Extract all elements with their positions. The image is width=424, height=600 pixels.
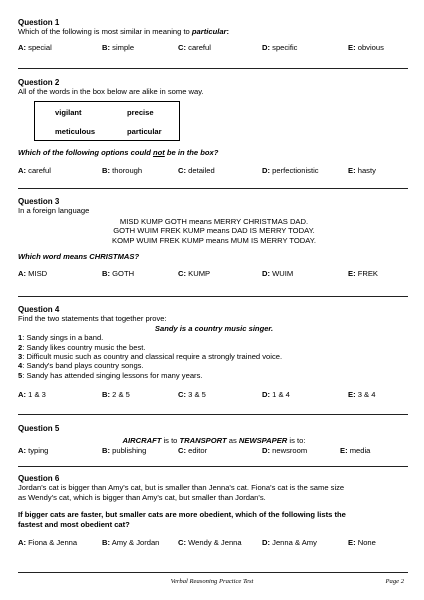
option-a[interactable]: [18, 43, 52, 52]
option-text: thorough: [112, 166, 143, 176]
target-word: particular: [191, 27, 227, 37]
option-letter: E:: [348, 269, 356, 279]
option-a[interactable]: [18, 166, 51, 175]
item-text: : Sandy likes country music the best.: [22, 342, 146, 352]
question-2-prompt: [18, 148, 410, 176]
option-e[interactable]: [348, 43, 384, 52]
question-title: Question 1: [18, 18, 60, 27]
analogy-connector: is to:: [287, 436, 306, 446]
analogy: [18, 436, 410, 445]
divider: [18, 414, 408, 415]
footer-divider: [18, 572, 408, 573]
option-letter: B:: [102, 445, 111, 455]
box-word: precise: [127, 108, 154, 117]
option-b[interactable]: [102, 446, 146, 455]
divider: [18, 296, 408, 297]
question-6: [18, 474, 410, 548]
answer-options: [18, 538, 410, 548]
option-a[interactable]: [18, 269, 47, 278]
code-line: MISD KUMP GOTH means MERRY CHRISTMAS DAD.: [119, 216, 309, 226]
option-letter: C:: [178, 390, 187, 400]
option-d[interactable]: [262, 269, 293, 278]
option-d[interactable]: [262, 446, 307, 455]
item-text: : Sandy's band plays country songs.: [22, 361, 144, 371]
statement-list: [18, 333, 410, 380]
option-text: 2 & 5: [112, 390, 130, 400]
option-letter: E:: [348, 166, 356, 176]
option-c[interactable]: [178, 538, 242, 547]
question-text: as Wendy's cat, which is bigger than Amy's cat, but smaller than Jordan's.: [18, 492, 266, 502]
option-d[interactable]: [262, 166, 319, 175]
question-text: [18, 27, 410, 36]
item-text: : Sandy sings in a band.: [22, 333, 104, 343]
item-number: 1: [18, 333, 23, 343]
option-letter: D:: [262, 42, 271, 52]
option-text: publishing: [112, 445, 147, 455]
option-letter: D:: [262, 166, 271, 176]
item-number: 3: [18, 352, 23, 362]
option-letter: E:: [348, 42, 356, 52]
option-letter: C:: [178, 269, 187, 279]
divider: [18, 68, 408, 69]
option-b[interactable]: [102, 43, 134, 52]
option-b[interactable]: [102, 269, 134, 278]
option-text: media: [349, 445, 371, 455]
analogy-word: NEWSPAPER: [238, 436, 288, 446]
question-1: [18, 18, 410, 53]
option-a[interactable]: [18, 446, 48, 455]
question-3: [18, 197, 410, 279]
prompt-line: fastest and most obedient cat?: [18, 519, 130, 529]
prompt-part: be in the box?: [164, 148, 219, 157]
option-letter: A:: [18, 42, 27, 52]
question-prompt: [18, 510, 410, 529]
list-item: [18, 371, 410, 380]
statement: Sandy is a country music singer.: [154, 323, 274, 333]
option-text: 1 & 3: [28, 390, 46, 400]
question-prompt: Which word means CHRISTMAS?: [18, 252, 140, 262]
option-e[interactable]: [340, 446, 370, 455]
footer-title: Verbal Reasoning Practice Test: [170, 578, 254, 585]
word-box: [34, 101, 180, 141]
option-text: 3 & 5: [188, 390, 206, 400]
option-text: obvious: [357, 42, 384, 52]
option-text: MISD: [28, 269, 48, 279]
option-letter: A:: [18, 166, 27, 176]
analogy-connector: is to: [161, 436, 180, 446]
option-text: None: [357, 538, 376, 548]
option-text: FREK: [357, 269, 378, 279]
question-prompt: [18, 148, 410, 157]
prompt-part: Which of the following options could: [18, 148, 153, 157]
option-a[interactable]: [18, 390, 46, 399]
option-text: typing: [28, 445, 49, 455]
option-letter: C:: [178, 166, 187, 176]
option-e[interactable]: [348, 538, 376, 547]
prompt-emphasis: not: [152, 148, 165, 157]
code-line: GOTH WUIM FREK KUMP means DAD IS MERRY TODAY.: [113, 226, 315, 236]
list-item: [18, 333, 410, 342]
prompt-line: If bigger cats are faster, but smaller cats are more obedient, which of the following lists the: [18, 510, 346, 520]
option-text: Amy & Jordan: [111, 538, 160, 548]
list-item: [18, 361, 410, 370]
option-letter: B:: [102, 166, 111, 176]
option-letter: B:: [102, 269, 111, 279]
question-text: Jordan's cat is bigger than Amy's cat, but is smaller than Jenna's cat. Fiona's cat is the same size: [18, 483, 345, 493]
code-lines: [18, 217, 410, 245]
option-text: Fiona & Jenna: [28, 538, 78, 548]
option-c[interactable]: [178, 43, 211, 52]
option-a[interactable]: [18, 538, 77, 547]
question-2: [18, 78, 410, 97]
option-text: 1 & 4: [272, 390, 290, 400]
option-letter: B:: [102, 538, 111, 548]
item-number: 5: [18, 370, 23, 380]
option-letter: D:: [262, 269, 271, 279]
option-d[interactable]: [262, 43, 297, 52]
option-letter: B:: [102, 42, 111, 52]
answer-options: [18, 166, 410, 176]
option-text: Jenna & Amy: [272, 538, 317, 548]
list-item: [18, 352, 410, 361]
code-line: KOMP WUIM FREK KUMP means MUM IS MERRY TODAY.: [112, 235, 316, 245]
option-e[interactable]: [348, 166, 376, 175]
question-title: Question 2: [18, 78, 60, 87]
option-c[interactable]: [178, 390, 206, 399]
option-text: specific: [272, 42, 298, 52]
option-letter: A:: [18, 445, 27, 455]
option-letter: A:: [18, 538, 27, 548]
box-word: meticulous: [55, 127, 96, 136]
option-b[interactable]: [102, 390, 130, 399]
option-letter: C:: [178, 538, 187, 548]
question-4: [18, 305, 410, 400]
option-text: editor: [188, 445, 208, 455]
option-e[interactable]: [348, 390, 375, 399]
option-letter: A:: [18, 269, 27, 279]
option-text: WUIM: [272, 269, 294, 279]
option-c[interactable]: [178, 269, 210, 278]
option-text: GOTH: [112, 269, 135, 279]
question-text: Find the two statements that together prove:: [18, 314, 167, 324]
option-d[interactable]: [262, 538, 317, 547]
option-text: perfectionistic: [272, 166, 319, 176]
question-text-part: Which of the following is most similar in meaning to: [18, 27, 192, 37]
option-text: detailed: [188, 166, 215, 176]
item-text: : Sandy has attended singing lessons for many years.: [22, 370, 203, 380]
option-text: Wendy & Jenna: [188, 538, 242, 548]
question-text-part: :: [226, 27, 230, 37]
question-title: Question 5: [18, 424, 60, 433]
option-text: newsroom: [272, 445, 308, 455]
question-title: Question 4: [18, 305, 60, 314]
answer-options: [18, 43, 410, 53]
list-item: [18, 343, 410, 352]
option-b[interactable]: [102, 538, 159, 547]
option-letter: E:: [348, 538, 356, 548]
option-text: 3 & 4: [357, 390, 376, 400]
item-text: : Difficult music such as country and classical require a strongly trained voice.: [22, 352, 283, 362]
option-letter: E:: [348, 390, 356, 400]
item-number: 4: [18, 361, 23, 371]
answer-options: [18, 269, 410, 279]
option-text: KUMP: [188, 269, 211, 279]
option-letter: C:: [178, 42, 187, 52]
option-letter: C:: [178, 445, 187, 455]
option-letter: A:: [18, 390, 27, 400]
option-text: special: [28, 42, 52, 52]
box-word: particular: [127, 127, 162, 136]
box-word: vigilant: [55, 108, 82, 117]
option-c[interactable]: [178, 446, 207, 455]
answer-options: [18, 446, 410, 456]
option-b[interactable]: [102, 166, 142, 175]
analogy-word: AIRCRAFT: [122, 436, 162, 446]
option-letter: B:: [102, 390, 111, 400]
analogy-connector: as: [226, 436, 239, 446]
option-d[interactable]: [262, 390, 290, 399]
question-title: Question 3: [18, 197, 60, 206]
answer-options: [18, 390, 410, 400]
page-number: Page 2: [385, 578, 404, 585]
option-text: careful: [188, 42, 211, 52]
question-5: [18, 424, 410, 456]
question-text: All of the words in the box below are alike in some way.: [18, 87, 204, 97]
option-letter: D:: [262, 445, 271, 455]
item-number: 2: [18, 342, 23, 352]
option-text: simple: [112, 42, 135, 52]
question-text: In a foreign language: [18, 206, 90, 216]
option-text: hasty: [357, 166, 376, 176]
option-letter: D:: [262, 390, 271, 400]
option-e[interactable]: [348, 269, 378, 278]
option-text: careful: [28, 166, 51, 176]
question-title: Question 6: [18, 474, 60, 483]
divider: [18, 188, 408, 189]
option-letter: D:: [262, 538, 271, 548]
option-c[interactable]: [178, 166, 215, 175]
option-letter: E:: [340, 445, 348, 455]
analogy-word: TRANSPORT: [179, 436, 227, 446]
divider: [18, 466, 408, 467]
